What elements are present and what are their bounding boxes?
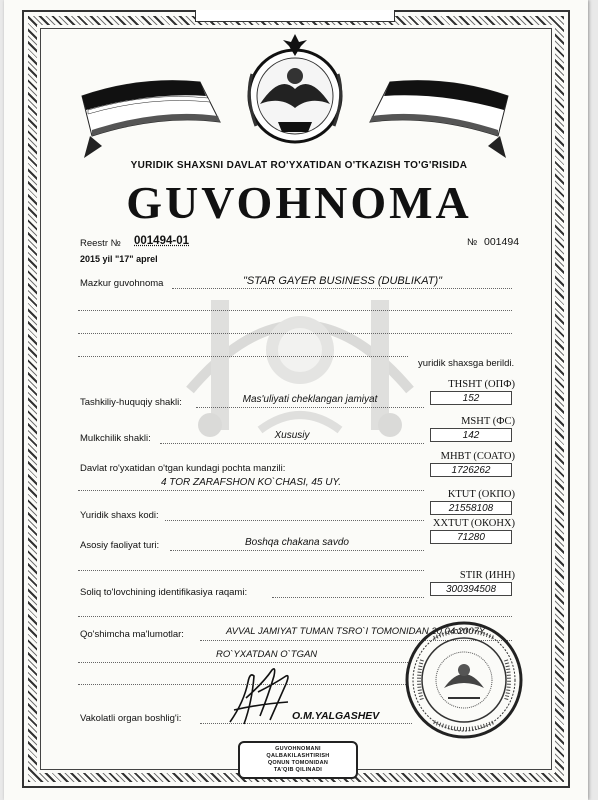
reestr-label: Reestr №	[80, 238, 121, 249]
blank-line-3	[78, 356, 408, 357]
blank-line-1	[78, 310, 512, 311]
activity-value: Boshqa chakana savdo	[245, 537, 349, 548]
extra-info-value-2: RO`YXATDAN O`TGAN	[216, 649, 318, 660]
code-label-xxtut: XXTUT (ОКОНХ)	[432, 518, 515, 529]
code-label-thsht: THSHT (ОПФ)	[448, 379, 515, 390]
state-emblem-icon	[80, 34, 510, 169]
blank-line-2	[78, 333, 512, 334]
reestr-value: 001494-01	[134, 235, 189, 247]
code-value-stir: 300394508	[430, 582, 512, 596]
legal-form-value: Mas'uliyati cheklangan jamiyat	[242, 394, 378, 405]
legal-code-underline	[165, 520, 424, 521]
mazkur-label: Mazkur guvohnoma	[80, 278, 164, 289]
legal-code-label: Yuridik shaxs kodi:	[80, 510, 159, 521]
number-value: 001494	[484, 236, 520, 248]
code-value-thsht: 152	[430, 391, 512, 405]
issue-date: 2015 yil "17" aprel	[80, 254, 158, 264]
code-label-msht: MSHT (ФС)	[461, 416, 515, 427]
code-label-mhbt: MHBT (СОАТО)	[440, 451, 515, 462]
anti-forgery-seal	[238, 741, 358, 779]
code-label-ktut: KTUT (ОКПО)	[447, 489, 515, 500]
code-value-xxtut: 71280	[430, 530, 512, 544]
extra-info-label: Qo'shimcha ma'lumotlar:	[80, 629, 184, 640]
extra-info-value-1: AVVAL JAMIYAT TUMAN TSRO`I TOMONIDAN 20.04.2007Y	[226, 626, 486, 637]
seal-line-1: GUVOHNOMANI	[275, 746, 321, 752]
tin-underline	[272, 597, 424, 598]
top-banner-tab	[195, 10, 395, 22]
legal-form-underline	[196, 407, 424, 408]
code-label-stir: STIR (ИНН)	[459, 570, 515, 581]
number-label: №	[467, 237, 478, 248]
address-underline	[78, 490, 424, 491]
activity-label: Asosiy faoliyat turi:	[80, 540, 160, 551]
seal-line-4: TA'QIB QILINADI	[273, 767, 323, 773]
signatory-name: O.M.YALGASHEV	[292, 710, 380, 722]
seal-line-2: QALBAKILASHTIRISH	[266, 753, 330, 759]
code-value-msht: 142	[430, 428, 512, 442]
address-label: Davlat ro'yxatidan o'tgan kundagi pochta manzili:	[80, 463, 286, 474]
code-value-ktut: 21558108	[430, 501, 512, 515]
ownership-label: Mulkchilik shakli:	[80, 433, 151, 444]
company-name-underline	[172, 288, 512, 289]
blank-line-5	[78, 616, 512, 617]
ownership-underline	[160, 443, 424, 444]
activity-underline	[170, 550, 424, 551]
ownership-value: Xususiy	[274, 430, 310, 441]
blank-line-4	[78, 570, 424, 571]
tin-label: Soliq to'lovchining identifikasiya raqami:	[80, 587, 248, 598]
certificate-subtitle: YURIDIK SHAXSNI DAVLAT RO'YXATIDAN O'TKAZISH TO'G'RISIDA	[130, 160, 468, 171]
signature-icon	[224, 662, 296, 730]
code-value-mhbt: 1726262	[430, 463, 512, 477]
address-value: 4 TOR ZARAFSHON KO`CHASI, 45 UY.	[160, 477, 342, 488]
legal-form-label: Tashkiliy-huquqiy shakli:	[80, 397, 182, 408]
signatory-label: Vakolatli organ boshlig'i:	[80, 713, 182, 724]
certificate-title: GUVOHNOMA	[126, 177, 472, 228]
issued-to-label: yuridik shaxsga berildi.	[418, 358, 515, 369]
seal-line-3: QONUN TOMONIDAN	[267, 760, 329, 766]
round-stamp-icon	[404, 620, 524, 740]
company-name: "STAR GAYER BUSINESS (DUBLIKAT)"	[242, 275, 443, 287]
